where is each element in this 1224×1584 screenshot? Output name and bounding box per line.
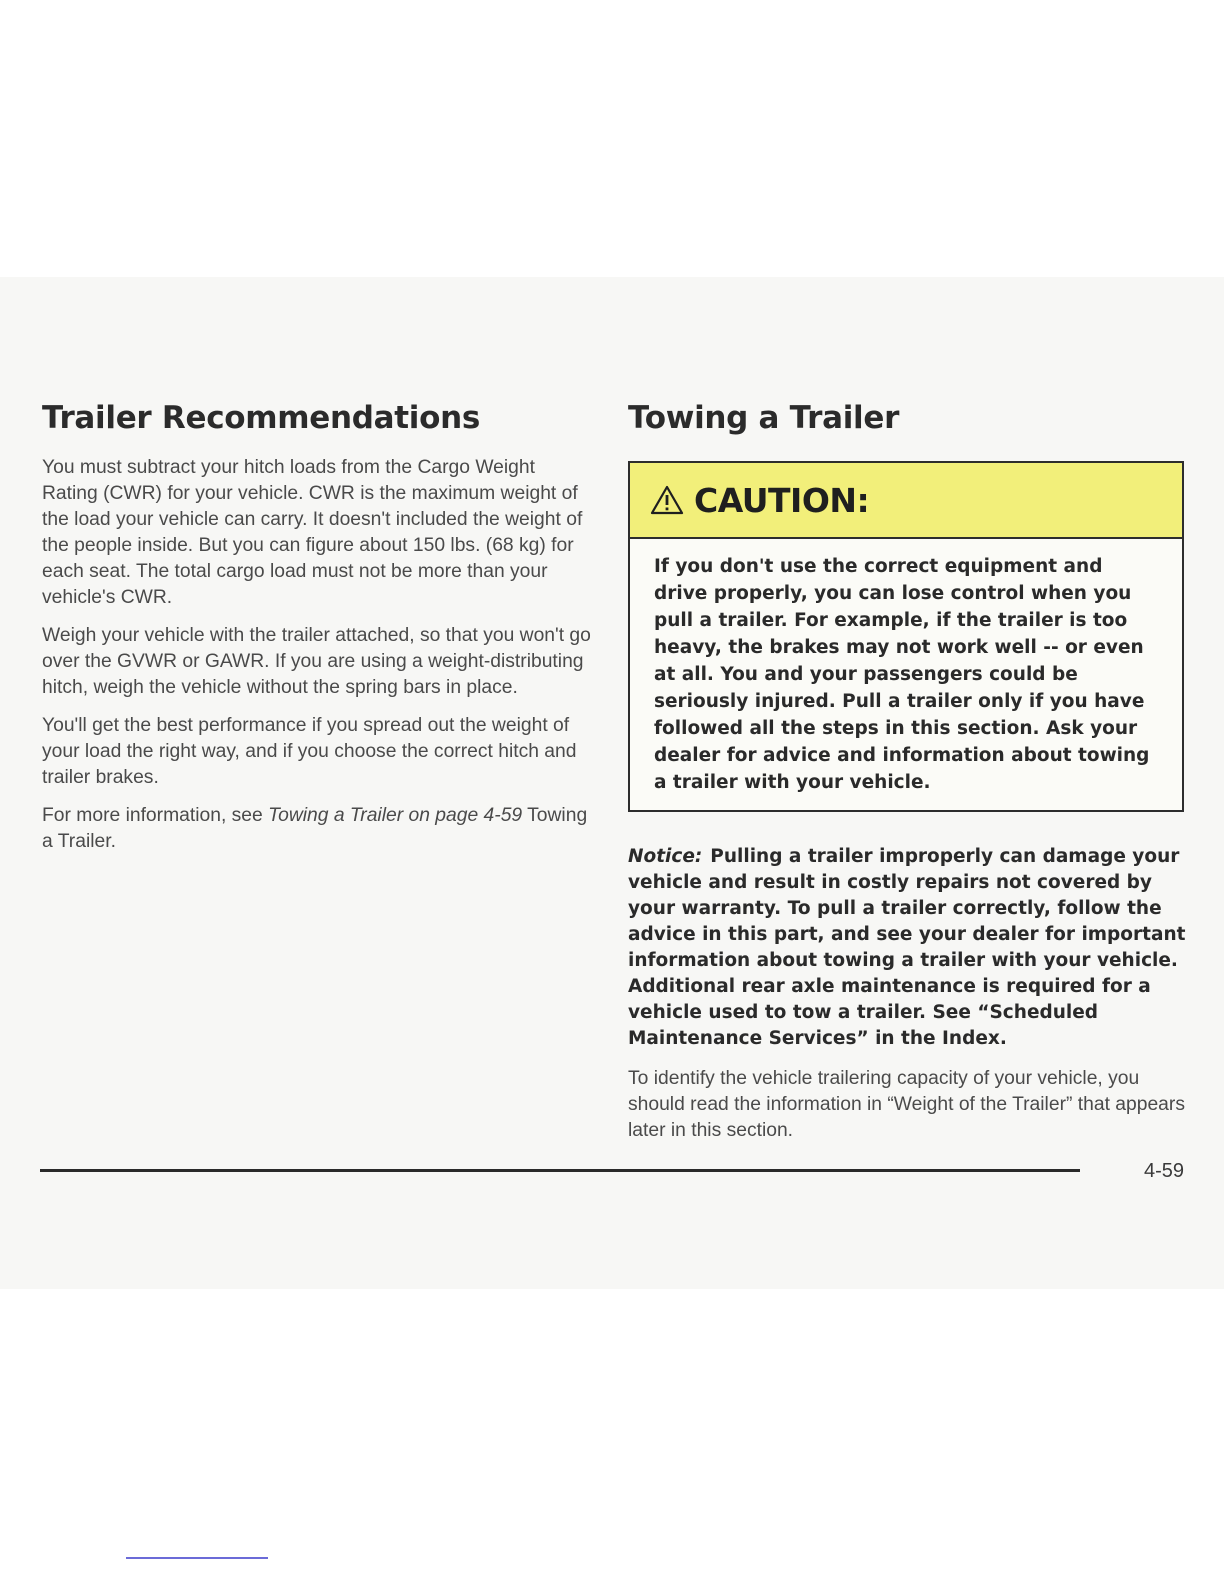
caution-title: CAUTION: — [694, 480, 870, 520]
left-column — [42, 398, 592, 867]
caution-body: If you don't use the correct equipment and drive properly, you can lose control when you pull a trailer. For example, if the trailer is too heavy, the brakes may not work well -- or even at all. You and your passengers could be seriously injured. Pull a trailer only if you have followed all the steps in this section. Ask your dealer for advice and information about towing a trailer with your vehicle. — [654, 556, 1150, 793]
notice-text: Pulling a trailer improperly can damage your vehicle and result in costly repairs not covered by your warranty. To pull a trailer correctly, follow the advice in this part, and see your dealer for important information about towing a trailer with your vehicle. Additional rear axle maintenance is required for a vehicle used to tow a trailer. See “Scheduled Maintenance Services” in the Index. — [628, 846, 1186, 1049]
cross-reference-link[interactable]: Towing a Trailer on page 4-59 — [268, 805, 523, 826]
more-info-suffix: Towing a Trailer. — [42, 805, 588, 852]
page-number: 4-59 — [1143, 1160, 1184, 1182]
paragraph-more-information — [42, 803, 592, 855]
paragraph-trailering-capacity: To identify the vehicle trailering capacity of your vehicle, you should read the information in “Weight of the Trailer” that appears later in this section. — [628, 1068, 1185, 1141]
more-info-prefix: For more information, see — [42, 805, 269, 826]
right-column — [628, 398, 1188, 1156]
caution-header — [630, 463, 1182, 539]
paragraph-best-performance: You'll get the best performance if you spread out the weight of your load the right way, and if you choose the correct hitch and trailer brakes. — [42, 715, 577, 788]
paragraph-weigh-vehicle: Weigh your vehicle with the trailer attached, so that you won't go over the GVWR or GAWR. If you are using a weight-distributing hitch, weigh the vehicle without the spring bars in place. — [42, 625, 591, 698]
warning-triangle-icon — [650, 485, 684, 515]
notice-label: Notice: — [628, 846, 703, 867]
notice-paragraph — [628, 844, 1188, 1052]
paragraph-cargo-weight: You must subtract your hitch loads from the Cargo Weight Rating (CWR) for your vehicle. CWR is the maximum weight of the load your vehicle can carry. It doesn't included the weight of the people inside. But you can figure about 150 lbs. (68 kg) for each seat. The total cargo load must not be more than your vehicle's CWR. — [42, 457, 583, 608]
section-heading-towing-a-trailer: Towing a Trailer — [628, 400, 900, 436]
decorative-line — [126, 1557, 268, 1559]
caution-box — [628, 461, 1184, 812]
section-heading-trailer-recommendations: Trailer Recommendations — [42, 400, 481, 436]
footer-rule — [40, 1169, 1080, 1172]
